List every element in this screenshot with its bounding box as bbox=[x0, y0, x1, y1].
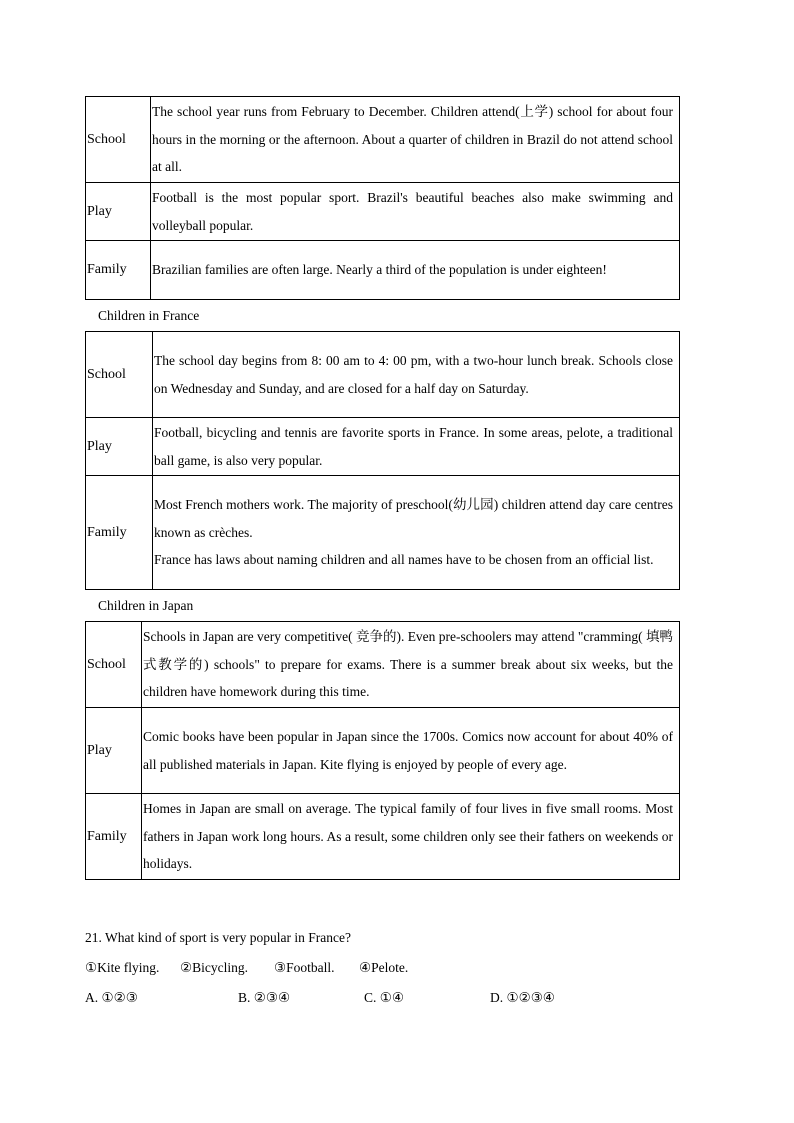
question-stem bbox=[85, 930, 351, 946]
question-item: ①Kite flying. bbox=[85, 960, 160, 975]
table-row bbox=[86, 418, 680, 476]
row-content: Brazilian families are often large. Nearly a third of the population is under eighteen! bbox=[151, 241, 680, 300]
table-row bbox=[86, 241, 680, 300]
question-item: ④Pelote. bbox=[359, 960, 409, 975]
option-b[interactable]: B. ②③④ bbox=[238, 990, 291, 1005]
question-number: 21. bbox=[85, 930, 102, 945]
row-content: Football, bicycling and tennis are favorite sports in France. In some areas, pelote, a traditional ball game, is also very popular. bbox=[153, 418, 680, 476]
row-label: School bbox=[86, 97, 151, 183]
option-d[interactable]: D. ①②③④ bbox=[490, 990, 555, 1005]
table-row bbox=[86, 183, 680, 241]
row-label: School bbox=[86, 332, 153, 418]
row-content: Homes in Japan are small on average. The typical family of four lives in five small rooms. Most fathers in Japan work long hours. As a result, some children only see their fathers on weekends or holidays. bbox=[142, 794, 680, 880]
brazil-table bbox=[85, 96, 680, 300]
france-table bbox=[85, 331, 680, 590]
row-content: Football is the most popular sport. Brazil's beautiful beaches also make swimming and volleyball popular. bbox=[151, 183, 680, 241]
row-label: Play bbox=[86, 183, 151, 241]
table-row bbox=[86, 97, 680, 183]
row-content: Comic books have been popular in Japan since the 1700s. Comics now account for about 40% of all published materials in Japan. Kite flying is enjoyed by people of every age. bbox=[142, 708, 680, 794]
row-label: School bbox=[86, 622, 142, 708]
japan-table bbox=[85, 621, 680, 880]
table-row bbox=[86, 332, 680, 418]
question-text: What kind of sport is very popular in France? bbox=[101, 930, 351, 945]
row-content: The school year runs from February to December. Children attend(上学) school for about four hours in the morning or the afternoon. About a quarter of children in Brazil do not attend school at all. bbox=[151, 97, 680, 183]
table-row bbox=[86, 708, 680, 794]
row-content: Most French mothers work. The majority of preschool(幼儿园) children attend day care centres known as crèches. France has laws about naming children and all names have to be chosen from an official list. bbox=[153, 476, 680, 590]
row-label: Play bbox=[86, 418, 153, 476]
france-caption: Children in France bbox=[98, 308, 200, 323]
row-label: Play bbox=[86, 708, 142, 794]
option-c[interactable]: C. ①④ bbox=[364, 990, 404, 1005]
table-row bbox=[86, 622, 680, 708]
row-label: Family bbox=[86, 794, 142, 880]
question-item: ②Bicycling. bbox=[180, 960, 248, 975]
table-row bbox=[86, 476, 680, 590]
option-a[interactable]: A. ①②③ bbox=[85, 990, 138, 1005]
row-label: Family bbox=[86, 476, 153, 590]
row-content: Schools in Japan are very competitive( 竞争的). Even pre-schoolers may attend "cramming( 填鸭式教学的) schools" to prepare for exams. There is a summer break about six weeks, but the children have homework during this time. bbox=[142, 622, 680, 708]
row-content: The school day begins from 8: 00 am to 4: 00 pm, with a two-hour lunch break. Schools close on Wednesday and Sunday, and are closed for a half day on Saturday. bbox=[153, 332, 680, 418]
row-label: Family bbox=[86, 241, 151, 300]
table-row bbox=[86, 794, 680, 880]
question-item: ③Football. bbox=[274, 960, 335, 975]
japan-caption: Children in Japan bbox=[98, 598, 194, 613]
